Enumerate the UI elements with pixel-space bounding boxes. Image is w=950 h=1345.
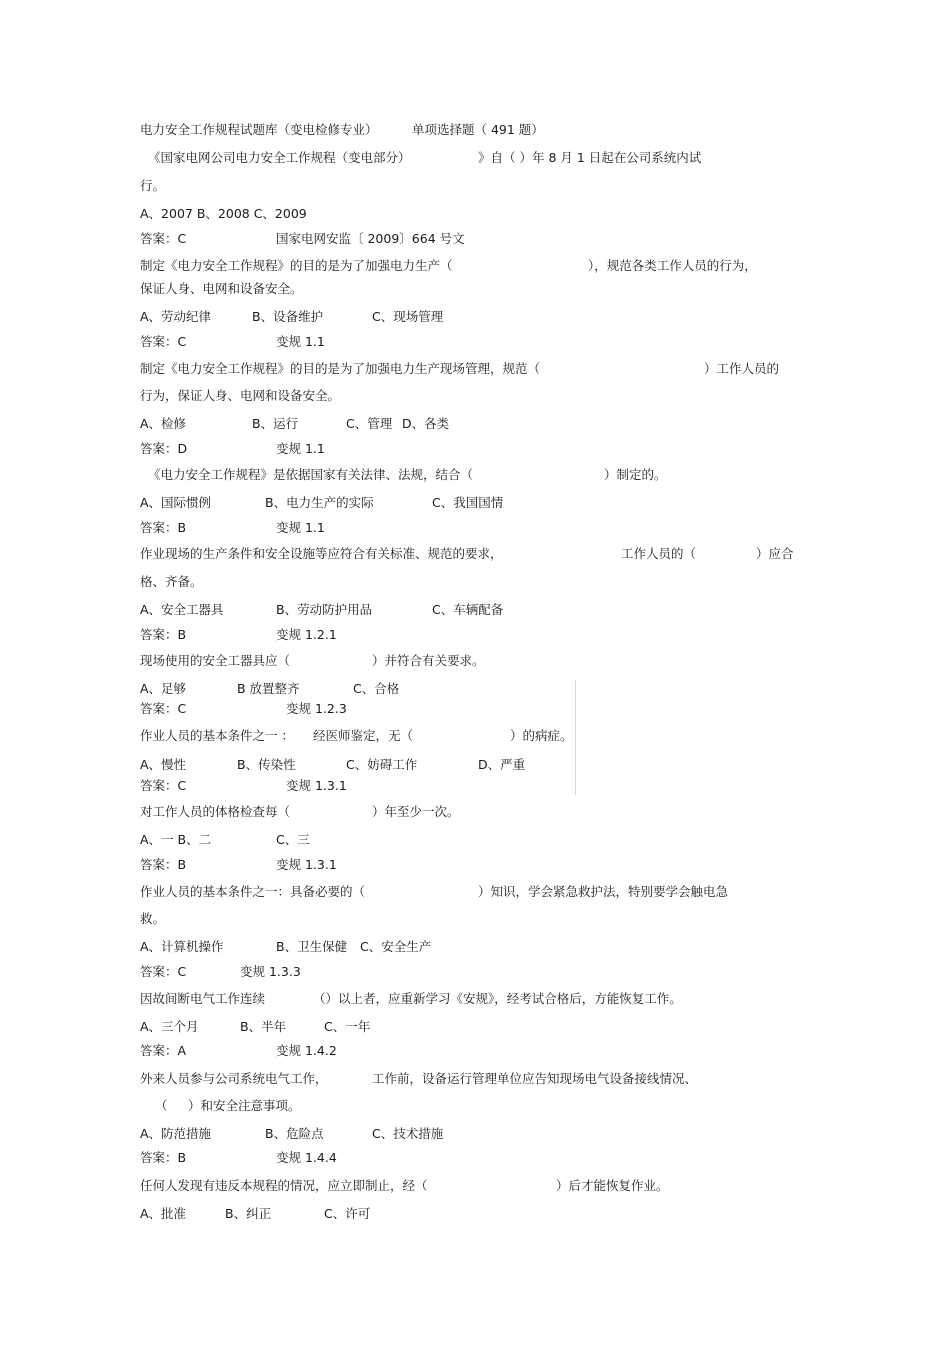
text-line-38-seg-0: A、防范措施	[140, 1126, 212, 1141]
text-line-24-seg-2: C、妨碍工作	[346, 757, 418, 772]
text-line-34-seg-1: B、半年	[240, 1019, 287, 1034]
text-line-7-seg-1: B、设备维护	[252, 309, 324, 324]
text-line-0-seg-1: 单项选择题（ 491 题）	[412, 122, 544, 137]
text-line-5-seg-1: ），规范各类工作人员的行为，	[588, 258, 757, 273]
text-line-17-seg-0: 格、齐备。	[140, 574, 203, 589]
text-line-0-seg-0: 电力安全工作规程试题库（变电检修专业）	[140, 122, 378, 137]
text-line-41-seg-2: C、许可	[324, 1206, 371, 1221]
text-line-36-seg-1: 工作前，设备运行管理单位应告知现场电气设备接线情况、	[372, 1071, 698, 1086]
text-line-27-seg-0: A、一 B、二	[140, 832, 212, 847]
text-line-4-seg-0: 答案：C	[140, 231, 187, 246]
text-line-29-seg-0: 作业人员的基本条件之一：具备必要的（	[140, 884, 366, 899]
text-line-15-seg-0: 答案：B	[140, 520, 187, 535]
text-line-11-seg-1: B、运行	[252, 416, 299, 431]
text-line-20-seg-0: 现场使用的安全工器具应（	[140, 653, 291, 668]
text-line-19-seg-1: 变规 1.2.1	[276, 627, 337, 642]
text-line-24-seg-3: D、严重	[478, 757, 526, 772]
text-line-34-seg-2: C、一年	[324, 1019, 371, 1034]
text-line-29-seg-1: ）知识，学会紧急救护法，特别要学会触电急	[478, 884, 729, 899]
text-line-1-seg-1: 》自（ ）年 8 月 1 日起在公司系统内试	[478, 150, 702, 165]
text-line-7-seg-0: A、劳动纪律	[140, 309, 212, 324]
text-line-31-seg-2: C、安全生产	[360, 939, 432, 954]
text-line-24-seg-0: A、慢性	[140, 757, 187, 772]
text-line-21-seg-1: B 放置整齐	[237, 681, 300, 696]
text-line-9-seg-1: ）工作人员的	[704, 361, 780, 376]
text-line-5-seg-0: 制定《电力安全工作规程》的目的是为了加强电力生产（	[140, 258, 453, 273]
text-line-11-seg-3: D、各类	[402, 416, 450, 431]
text-line-28-seg-1: 变规 1.3.1	[276, 857, 337, 872]
text-line-21-seg-0: A、足够	[140, 681, 187, 696]
text-line-19-seg-0: 答案：B	[140, 627, 187, 642]
text-line-23-seg-2: ）的病症。	[510, 728, 573, 743]
text-line-38-seg-1: B、危险点	[265, 1126, 324, 1141]
text-line-14-seg-0: A、国际惯例	[140, 495, 212, 510]
text-line-22-seg-0: 答案：C	[140, 701, 187, 716]
text-line-10-seg-0: 行为，保证人身、电网和设备安全。	[140, 388, 341, 403]
text-line-33-seg-0: 因故间断电气工作连续	[140, 991, 266, 1006]
text-line-4-seg-1: 国家电网安监〔 2009〕664 号文	[276, 231, 465, 246]
text-line-16-seg-0: 作业现场的生产条件和安全设施等应符合有关标准、规范的要求，	[140, 546, 503, 561]
text-line-18-seg-2: C、车辆配备	[432, 602, 504, 617]
text-line-21-seg-2: C、合格	[353, 681, 400, 696]
text-line-11-seg-2: C、管理	[346, 416, 393, 431]
text-line-15-seg-1: 变规 1.1	[276, 520, 325, 535]
text-line-33-seg-1: （）以上者，应重新学习《安规》，经考试合格后，方能恢复工作。	[313, 991, 682, 1006]
text-line-3-seg-0: A、2007 B、2008 C、2009	[140, 206, 307, 221]
text-line-36-seg-0: 外来人员参与公司系统电气工作，	[140, 1071, 328, 1086]
text-line-34-seg-0: A、三个月	[140, 1019, 199, 1034]
text-line-35-seg-1: 变规 1.4.2	[276, 1043, 337, 1058]
text-line-8-seg-0: 答案：C	[140, 334, 187, 349]
text-line-41-seg-1: B、纠正	[225, 1206, 272, 1221]
vertical-rule	[575, 680, 576, 795]
text-line-41-seg-0: A、批准	[140, 1206, 187, 1221]
text-line-40-seg-0: 任何人发现有违反本规程的情况，应立即制止，经（	[140, 1178, 428, 1193]
text-line-40-seg-1: ）后才能恢复作业。	[556, 1178, 669, 1193]
text-line-30-seg-0: 救。	[140, 911, 166, 926]
text-line-24-seg-1: B、传染性	[237, 757, 296, 772]
text-line-13-seg-0: 《电力安全工作规程》是依据国家有关法律、法规，结合（	[148, 467, 474, 482]
text-line-32-seg-0: 答案：C	[140, 964, 187, 979]
text-line-8-seg-1: 变规 1.1	[276, 334, 325, 349]
text-line-28-seg-0: 答案：B	[140, 857, 187, 872]
text-line-11-seg-0: A、检修	[140, 416, 187, 431]
text-line-37-seg-0: （	[155, 1098, 168, 1113]
text-line-6-seg-0: 保证人身、电网和设备安全。	[140, 281, 303, 296]
text-line-16-seg-1: 工作人员的（	[621, 546, 697, 561]
text-line-25-seg-0: 答案：C	[140, 778, 187, 793]
text-line-18-seg-0: A、安全工器具	[140, 602, 224, 617]
text-line-1-seg-0: 《国家电网公司电力安全工作规程（变电部分）	[148, 150, 411, 165]
text-line-18-seg-1: B、劳动防护用品	[276, 602, 373, 617]
text-line-26-seg-0: 对工作人员的体格检查每（	[140, 804, 291, 819]
text-line-25-seg-1: 变规 1.3.1	[286, 778, 347, 793]
text-line-12-seg-0: 答案：D	[140, 441, 188, 456]
text-line-31-seg-1: B、卫生保健	[276, 939, 348, 954]
text-line-12-seg-1: 变规 1.1	[276, 441, 325, 456]
text-line-16-seg-2: ）应合	[756, 546, 794, 561]
text-line-22-seg-1: 变规 1.2.3	[286, 701, 347, 716]
text-line-32-seg-1: 变规 1.3.3	[240, 964, 301, 979]
text-line-37-seg-1: ）和安全注意事项。	[188, 1098, 301, 1113]
text-line-2-seg-0: 行。	[140, 178, 166, 193]
text-line-39-seg-0: 答案：B	[140, 1150, 187, 1165]
text-line-14-seg-1: B、电力生产的实际	[265, 495, 374, 510]
text-line-27-seg-1: C、三	[276, 832, 310, 847]
text-line-31-seg-0: A、计算机操作	[140, 939, 224, 954]
text-line-39-seg-1: 变规 1.4.4	[276, 1150, 337, 1165]
text-line-38-seg-2: C、技术措施	[372, 1126, 444, 1141]
text-line-13-seg-1: ）制定的。	[604, 467, 667, 482]
text-line-26-seg-1: ）年至少一次。	[372, 804, 460, 819]
text-line-14-seg-2: C、我国国情	[432, 495, 504, 510]
text-line-20-seg-1: ）并符合有关要求。	[372, 653, 485, 668]
text-line-35-seg-0: 答案：A	[140, 1043, 187, 1058]
text-line-9-seg-0: 制定《电力安全工作规程》的目的是为了加强电力生产现场管理，规范（	[140, 361, 541, 376]
text-line-23-seg-0: 作业人员的基本条件之一 ：	[140, 728, 294, 743]
text-line-7-seg-2: C、现场管理	[372, 309, 444, 324]
text-line-23-seg-1: 经医师鉴定，无（	[313, 728, 414, 743]
